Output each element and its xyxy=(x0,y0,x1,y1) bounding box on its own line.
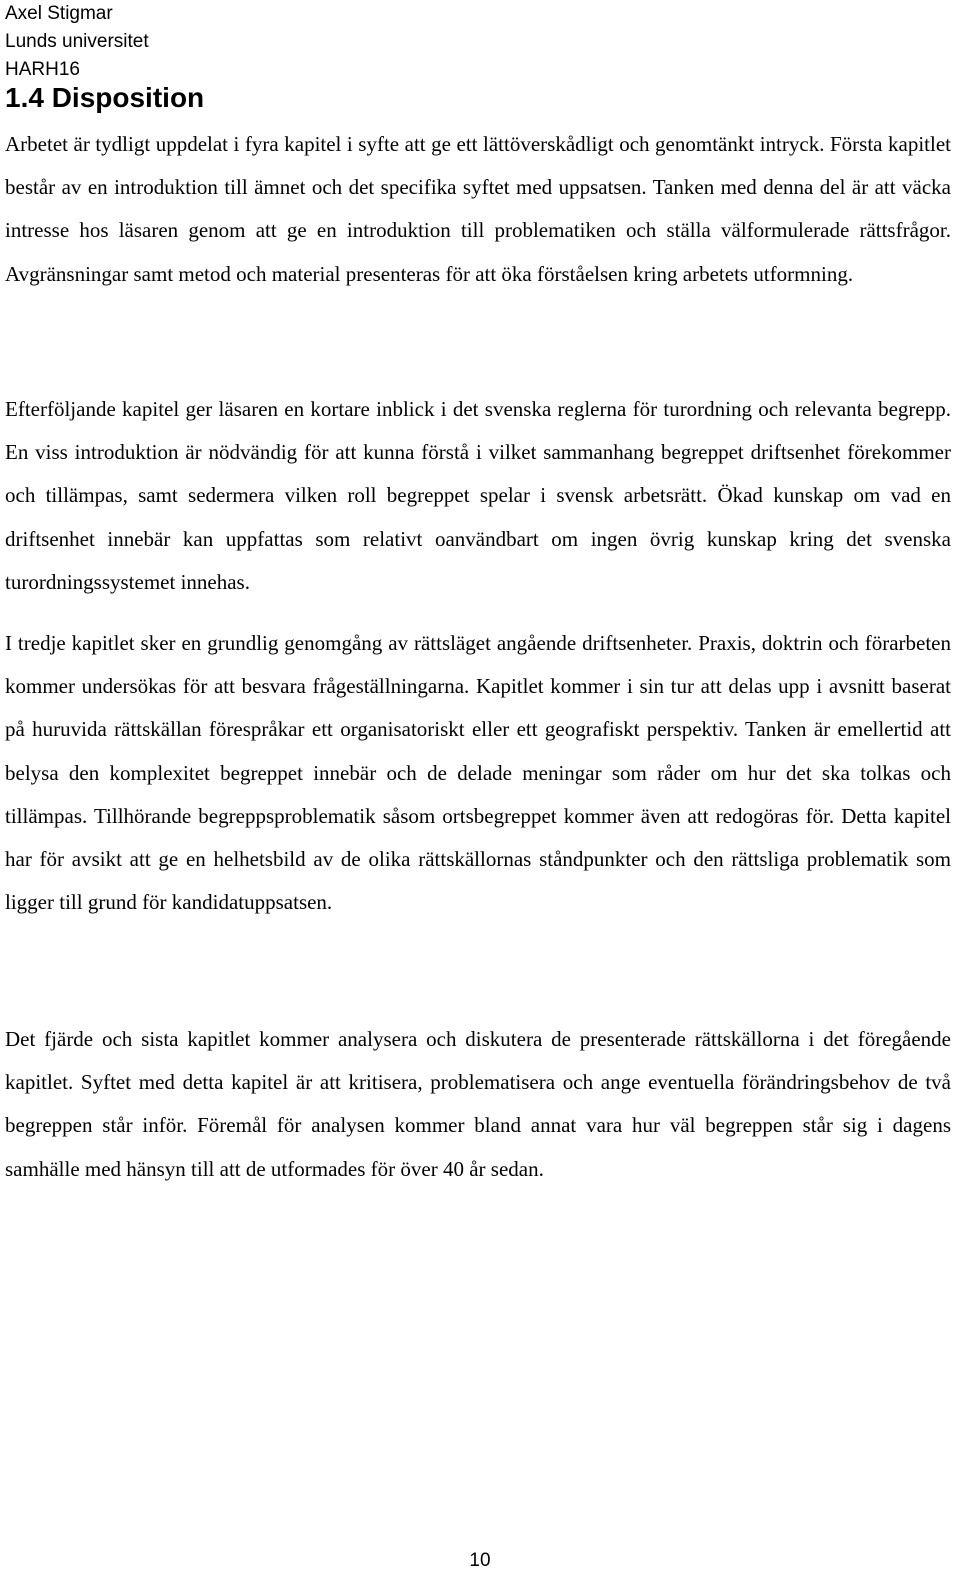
paragraph-4: Det fjärde och sista kapitlet kommer analysera och diskutera de presenterade rättskällorna i det föregående kapitlet. Syftet med detta kapitel är att kritisera, problematisera och ange eventuella förändringsbehov de två begreppen står inför. Föremål för analysen kommer bland annat vara hur väl begreppen står sig i dagens samhälle med hänsyn till att de utformades för över 40 år sedan. xyxy=(5,1027,951,1181)
author-name: Axel Stigmar xyxy=(5,3,113,24)
paragraph-2: Efterföljande kapitel ger läsaren en kortare inblick i det svenska reglerna för turordning och relevanta begrepp. En viss introduktion är nödvändig för att kunna förstå i vilket sammanhang begreppet driftsenhet förekommer och tillämpas, samt sedermera vilken roll begreppet spelar i svensk arbetsrätt. Ökad kunskap om vad en driftsenhet innebär kan uppfattas som relativt oanvändbart om ingen övrig kunskap kring det svenska turordningssystemet innehas. xyxy=(5,397,951,594)
course-code: HARH16 xyxy=(5,59,80,80)
paragraph-3: I tredje kapitlet sker en grundlig genomgång av rättsläget angående driftsenheter. Praxis, doktrin och förarbeten kommer undersökas för att besvara frågeställningarna. Kapitlet kommer i sin tur att delas upp i avsnitt baserat på huruvida rättskällan förespråkar ett organisatoriskt eller ett geografiskt perspektiv. Tanken är emellertid att belysa den komplexitet begreppet innebär och de delade meningar som råder om hur det ska tolkas och tillämpas. Tillhörande begreppsproblematik såsom ortsbegreppet kommer även att redogöras för. Detta kapitel har för avsikt att ge en helhetsbild av de olika rättskällornas ståndpunkter och den rättsliga problematik som ligger till grund för kandidatuppsatsen. xyxy=(5,631,951,915)
section-heading: 1.4 Disposition xyxy=(5,82,205,113)
paragraph-1: Arbetet är tydligt uppdelat i fyra kapitel i syfte att ge ett lättöverskådligt och genomtänkt intryck. Första kapitlet består av en introduktion till ämnet och det specifika syftet med uppsatsen. Tanken med denna del är att väcka intresse hos läsaren genom att ge en introduktion till problematiken och ställa välformulerade rättsfrågor. Avgränsningar samt metod och material presenteras för att öka förståelsen kring arbetets utformning. xyxy=(5,132,951,286)
document-header xyxy=(5,0,149,84)
university-name: Lunds universitet xyxy=(5,31,149,52)
page-number: 10 xyxy=(469,1550,491,1571)
